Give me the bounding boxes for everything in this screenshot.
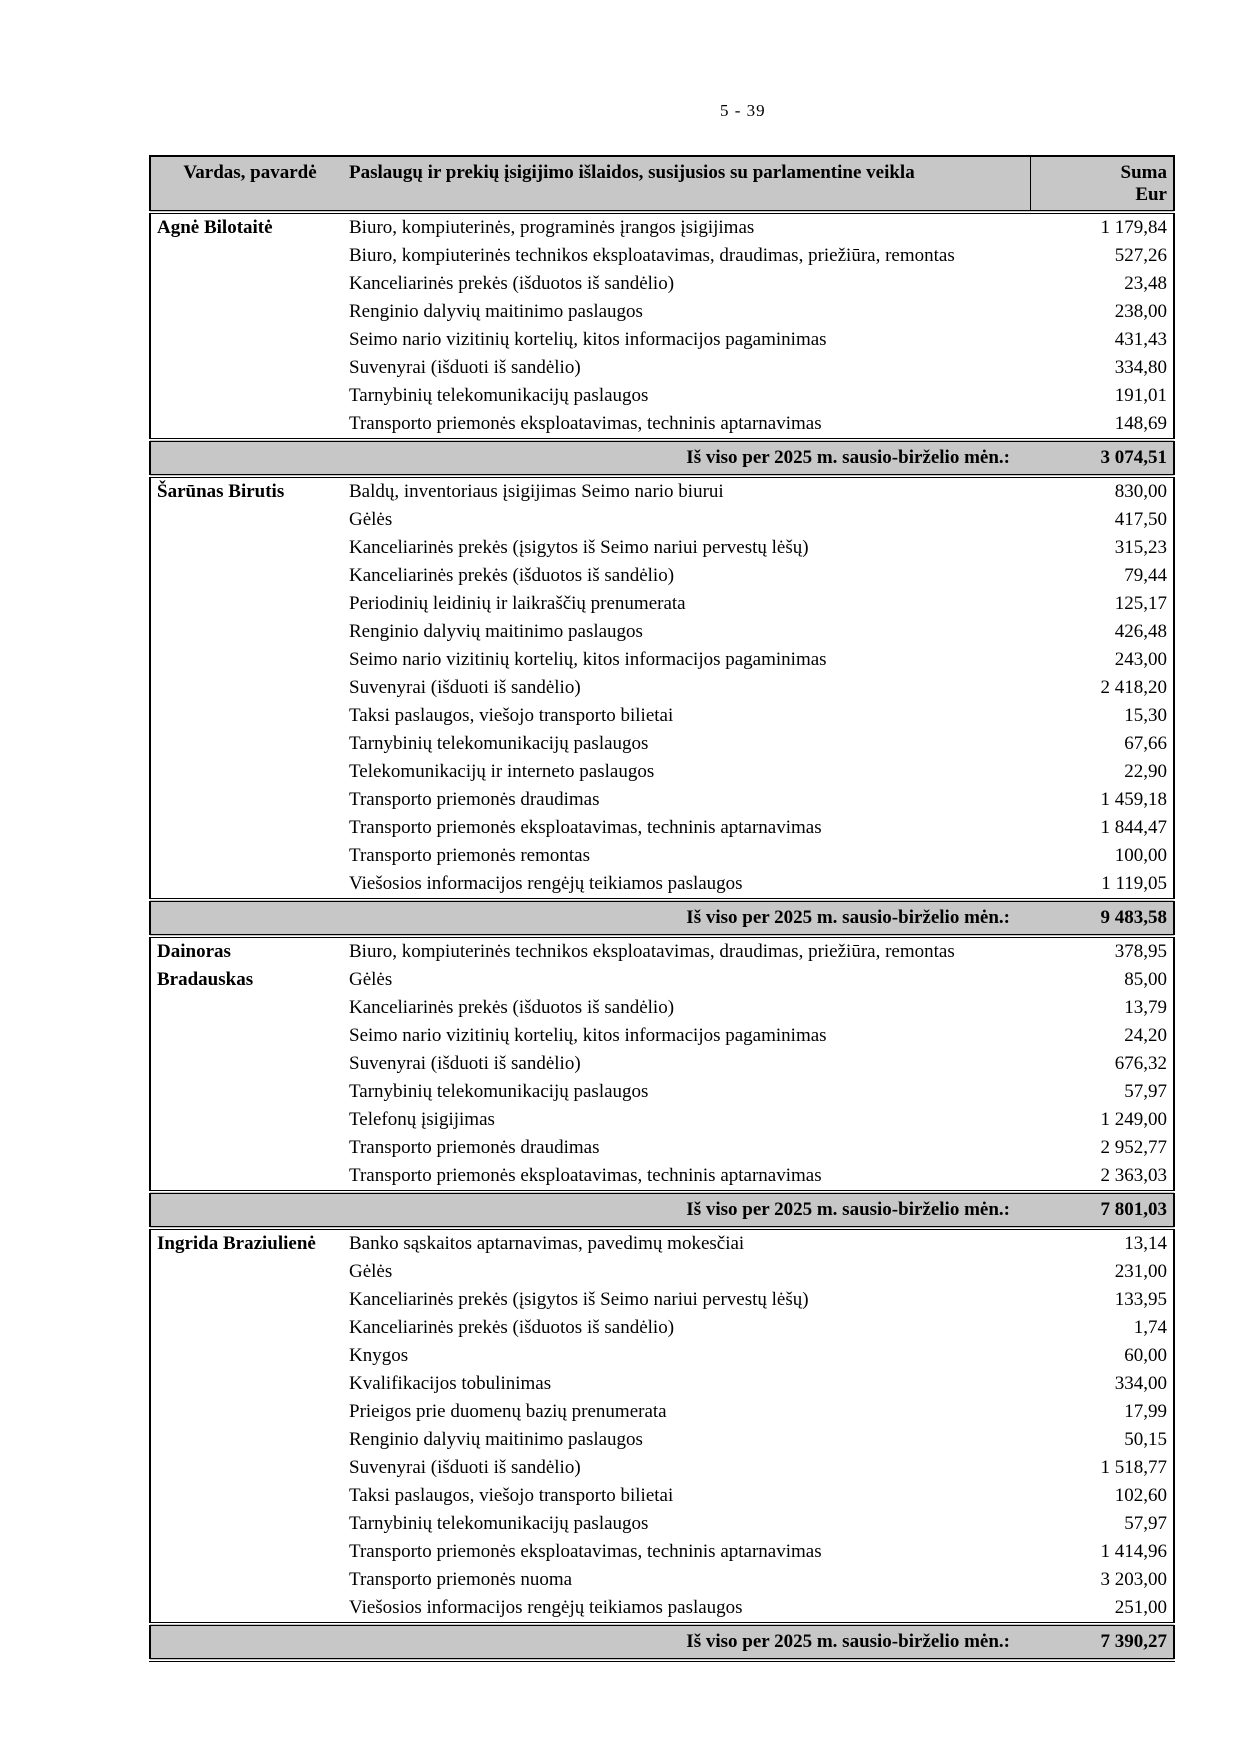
member-name-line: Bradauskas (157, 969, 254, 990)
expenses-table-body (150, 212, 1174, 1660)
section-total-amount: 7 390,27 (1030, 1624, 1174, 1660)
expense-label: Transporto priemonės eksploatavimas, techninis aptarnavimas (349, 1165, 822, 1186)
expense-amount: 191,01 (1114, 385, 1167, 406)
expense-amount: 133,95 (1114, 1289, 1167, 1310)
expense-label: Kvalifikacijos tobulinimas (349, 1373, 552, 1394)
expense-amount: 85,00 (1124, 969, 1167, 990)
expense-amount: 1 414,96 (1100, 1541, 1167, 1562)
expense-label: Suvenyrai (išduoti iš sandėlio) (349, 677, 581, 698)
expense-label: Kanceliarinės prekės (įsigytos iš Seimo nariui pervestų lėšų) (349, 537, 809, 558)
expense-label: Periodinių leidinių ir laikraščių prenumerata (349, 593, 686, 614)
expense-amount: 2 952,77 (1100, 1137, 1167, 1158)
expense-amount: 1 249,00 (1100, 1109, 1167, 1130)
section-total-label: Iš viso per 2025 m. sausio-birželio mėn.: (150, 440, 1030, 476)
expense-amount: 3 203,00 (1100, 1569, 1167, 1590)
section-total-row (150, 900, 1174, 936)
expense-amount: 2 418,20 (1100, 677, 1167, 698)
expense-amount: 334,80 (1114, 357, 1167, 378)
expense-label: Biuro, kompiuterinės technikos eksploatavimas, draudimas, priežiūra, remontas (349, 245, 955, 266)
section-total-label: Iš viso per 2025 m. sausio-birželio mėn.: (150, 1192, 1030, 1228)
expense-amount: 1 459,18 (1100, 789, 1167, 810)
expense-label: Viešosios informacijos rengėjų teikiamos paslaugos (349, 873, 743, 894)
expense-amount: 60,00 (1124, 1345, 1167, 1366)
expense-amount: 1 844,47 (1100, 817, 1167, 838)
expense-label: Kanceliarinės prekės (išduotos iš sandėlio) (349, 565, 675, 586)
expense-amount: 67,66 (1124, 733, 1167, 754)
expense-label: Renginio dalyvių maitinimo paslaugos (349, 301, 643, 322)
expense-amount: 676,32 (1114, 1053, 1167, 1074)
expense-amount: 15,30 (1124, 705, 1167, 726)
expense-label: Banko sąskaitos aptarnavimas, pavedimų mokesčiai (349, 1233, 745, 1254)
member-name-line: Šarūnas Birutis (157, 481, 285, 502)
expense-amount: 1 119,05 (1101, 873, 1167, 894)
expense-amount: 334,00 (1114, 1373, 1167, 1394)
member-name-line: Ingrida Braziulienė (157, 1233, 316, 1254)
expense-label: Gėlės (349, 509, 393, 530)
header-name-column: Vardas, pavardė (150, 156, 349, 212)
expense-label: Tarnybinių telekomunikacijų paslaugos (349, 1081, 649, 1102)
expense-label: Biuro, kompiuterinės, programinės įrangos įsigijimas (349, 217, 755, 238)
expense-label: Gėlės (349, 969, 393, 990)
expense-amount: 100,00 (1114, 845, 1167, 866)
expense-amount: 50,15 (1124, 1429, 1167, 1450)
expense-row (150, 1228, 1174, 1258)
expense-label: Seimo nario vizitinių kortelių, kitos informacijos pagaminimas (349, 1025, 827, 1046)
expense-label: Kanceliarinės prekės (išduotos iš sandėlio) (349, 1317, 675, 1338)
expense-amount: 378,95 (1114, 941, 1167, 962)
header-sum-line2: Eur (1135, 184, 1167, 205)
expense-label: Kanceliarinės prekės (išduotos iš sandėlio) (349, 997, 675, 1018)
expense-amount: 426,48 (1114, 621, 1167, 642)
expense-amount: 13,79 (1124, 997, 1167, 1018)
expense-label: Prieigos prie duomenų bazių prenumerata (349, 1401, 667, 1422)
expense-label: Renginio dalyvių maitinimo paslaugos (349, 1429, 643, 1450)
expense-label: Knygos (349, 1345, 409, 1366)
expense-amount: 830,00 (1114, 481, 1167, 502)
expense-label: Transporto priemonės eksploatavimas, techninis aptarnavimas (349, 817, 822, 838)
expense-label: Taksi paslaugos, viešojo transporto bilietai (349, 1485, 674, 1506)
table-header-row (150, 156, 1174, 212)
expense-amount: 148,69 (1114, 413, 1167, 434)
expense-label: Transporto priemonės nuoma (349, 1569, 573, 1590)
section-total-amount: 3 074,51 (1030, 440, 1174, 476)
expense-label: Kanceliarinės prekės (išduotos iš sandėlio) (349, 273, 675, 294)
expense-label: Taksi paslaugos, viešojo transporto bilietai (349, 705, 674, 726)
expense-label: Transporto priemonės draudimas (349, 1137, 600, 1158)
header-sum-column (1030, 156, 1174, 212)
expense-label: Gėlės (349, 1261, 393, 1282)
expense-amount: 251,00 (1114, 1597, 1167, 1618)
expense-label: Viešosios informacijos rengėjų teikiamos paslaugos (349, 1597, 743, 1618)
member-name (150, 1228, 349, 1624)
expense-row (150, 212, 1174, 242)
expense-label: Transporto priemonės eksploatavimas, techninis aptarnavimas (349, 413, 822, 434)
expense-label: Baldų, inventoriaus įsigijimas Seimo nario biurui (349, 481, 724, 502)
header-expenses-column: Paslaugų ir prekių įsigijimo išlaidos, susijusios su parlamentine veikla (349, 156, 1030, 212)
expenses-table (149, 155, 1175, 1662)
expense-label: Seimo nario vizitinių kortelių, kitos informacijos pagaminimas (349, 329, 827, 350)
expense-label: Transporto priemonės remontas (349, 845, 590, 866)
member-name (150, 476, 349, 900)
expense-label: Renginio dalyvių maitinimo paslaugos (349, 621, 643, 642)
expense-label: Tarnybinių telekomunikacijų paslaugos (349, 1513, 649, 1534)
expense-label: Suvenyrai (išduoti iš sandėlio) (349, 357, 581, 378)
expense-amount: 57,97 (1124, 1513, 1167, 1534)
expense-row (150, 936, 1174, 966)
header-sum-line1: Suma (1120, 162, 1167, 183)
section-total-row (150, 1192, 1174, 1228)
expense-label: Telekomunikacijų ir interneto paslaugos (349, 761, 655, 782)
expense-amount: 243,00 (1114, 649, 1167, 670)
expense-label: Suvenyrai (išduoti iš sandėlio) (349, 1457, 581, 1478)
member-name-line: Agnė Bilotaitė (157, 217, 273, 238)
expense-amount: 417,50 (1114, 509, 1167, 530)
section-total-row (150, 1624, 1174, 1660)
expense-amount: 79,44 (1124, 565, 1167, 586)
expense-label: Transporto priemonės eksploatavimas, techninis aptarnavimas (349, 1541, 822, 1562)
member-name-line: Dainoras (157, 941, 231, 962)
expense-row (150, 476, 1174, 506)
expense-amount: 125,17 (1114, 593, 1167, 614)
expense-amount: 1,74 (1133, 1317, 1167, 1338)
expense-amount: 102,60 (1114, 1485, 1167, 1506)
expense-label: Suvenyrai (išduoti iš sandėlio) (349, 1053, 581, 1074)
expense-amount: 431,43 (1114, 329, 1167, 350)
expense-label: Biuro, kompiuterinės technikos eksploatavimas, draudimas, priežiūra, remontas (349, 941, 955, 962)
expense-amount: 238,00 (1114, 301, 1167, 322)
expense-amount: 13,14 (1124, 1233, 1167, 1254)
section-total-label: Iš viso per 2025 m. sausio-birželio mėn.: (150, 900, 1030, 936)
expense-label: Seimo nario vizitinių kortelių, kitos informacijos pagaminimas (349, 649, 827, 670)
expense-amount: 1 179,84 (1100, 217, 1167, 238)
expense-amount: 1 518,77 (1100, 1457, 1167, 1478)
section-total-amount: 9 483,58 (1030, 900, 1174, 936)
expense-amount: 231,00 (1114, 1261, 1167, 1282)
expense-amount: 315,23 (1114, 537, 1167, 558)
member-name (150, 936, 349, 1192)
section-total-label: Iš viso per 2025 m. sausio-birželio mėn.: (150, 1624, 1030, 1660)
expense-amount: 527,26 (1114, 245, 1167, 266)
section-total-row (150, 440, 1174, 476)
expense-label: Transporto priemonės draudimas (349, 789, 600, 810)
section-total-amount: 7 801,03 (1030, 1192, 1174, 1228)
expense-amount: 17,99 (1124, 1401, 1167, 1422)
expense-amount: 22,90 (1124, 761, 1167, 782)
expense-label: Kanceliarinės prekės (įsigytos iš Seimo nariui pervestų lėšų) (349, 1289, 809, 1310)
expense-label: Telefonų įsigijimas (349, 1109, 495, 1130)
expense-amount: 24,20 (1124, 1025, 1167, 1046)
page-number: 5 - 39 (720, 101, 766, 120)
expense-amount: 2 363,03 (1100, 1165, 1167, 1186)
expense-amount: 23,48 (1124, 273, 1167, 294)
member-name (150, 212, 349, 440)
expense-label: Tarnybinių telekomunikacijų paslaugos (349, 385, 649, 406)
expense-label: Tarnybinių telekomunikacijų paslaugos (349, 733, 649, 754)
expense-amount: 57,97 (1124, 1081, 1167, 1102)
